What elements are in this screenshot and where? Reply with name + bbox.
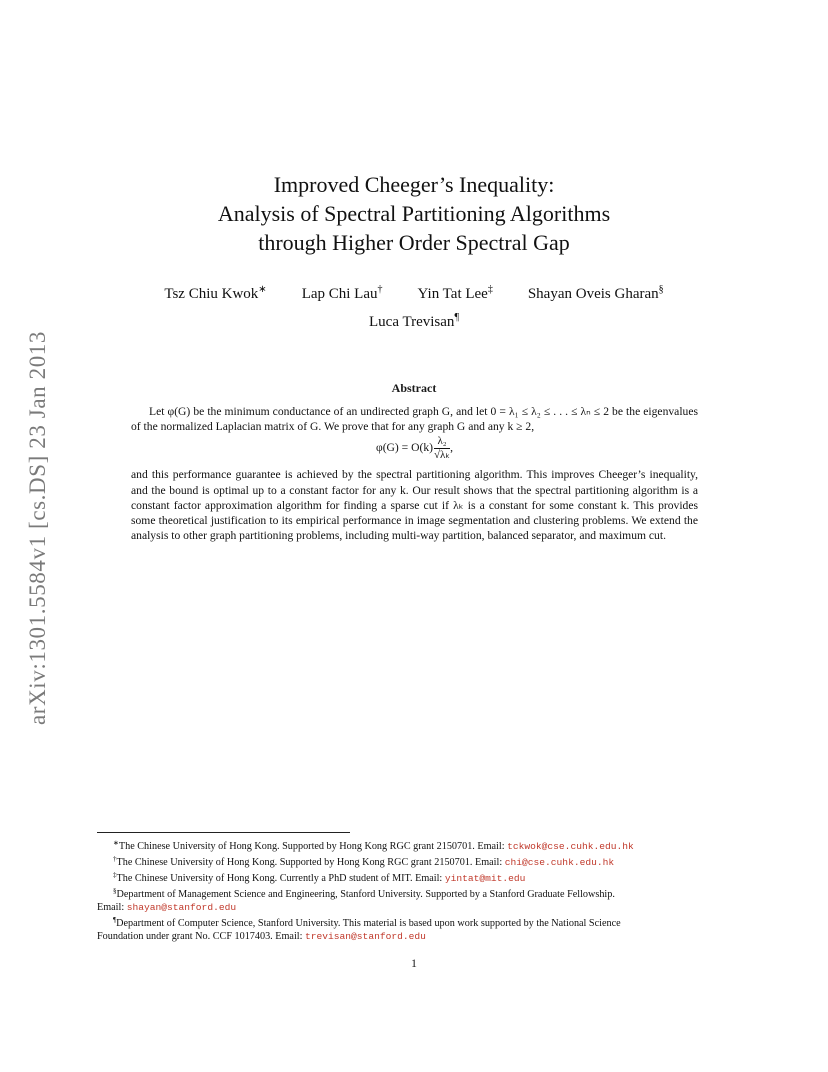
footnote-divider bbox=[97, 832, 350, 833]
footnote: §Department of Management Science and Engineering, Stanford University. Supported by a Stanford Graduate Fellowship. bbox=[113, 887, 615, 900]
footnote: ‡The Chinese University of Hong Kong. Currently a PhD student of MIT. Email: yintat@mit.edu bbox=[113, 871, 526, 884]
author-name: Shayan Oveis Gharan§ bbox=[527, 284, 664, 302]
arxiv-side-stamp bbox=[18, 300, 58, 756]
footnote: †The Chinese University of Hong Kong. Supported by Hong Kong RGC grant 2150701. Email: chi@cse.cuhk.edu.hk bbox=[113, 855, 615, 868]
email-link[interactable]: yintat@mit.edu bbox=[444, 873, 526, 884]
email-link[interactable]: shayan@stanford.edu bbox=[126, 902, 237, 913]
title-line-3: through Higher Order Spectral Gap bbox=[258, 230, 570, 255]
abstract-heading: Abstract bbox=[391, 381, 437, 395]
arxiv-identifier: arXiv:1301.5584v1 [cs.DS] 23 Jan 2013 bbox=[25, 331, 50, 725]
abstract-paragraph: and this performance guarantee is achieved by the spectral partitioning algorithm. This improves Cheeger’s inequality, and the bound is optimal up to a constant factor for any k. Our result shows that the spectral partitioning algorithm is a constant factor approximation algorithm for finding a sparse cut if λₖ is a constant for some constant k. This provides some theoretical justification to its empirical performance in image segmentation and clustering problems. We extend the analysis to other graph partitioning problems, including multi-way partition, balanced separator, and maximum cut. bbox=[131, 468, 698, 543]
author-name: Tsz Chiu Kwok∗ bbox=[164, 284, 267, 302]
footnote-continuation: Foundation under grant No. CCF 1017403. Email: trevisan@stanford.edu bbox=[97, 931, 426, 942]
paper-title bbox=[90, 170, 738, 257]
formula-denominator: √λₖ bbox=[434, 449, 451, 462]
abstract-paragraph: Let φ(G) be the minimum conductance of an undirected graph G, and let 0 = λ₁ ≤ λ₂ ≤ . . . ≤ λₙ ≤ 2 be the eigenvalues of the normalized Laplacian matrix of G. We prove that for any graph G and any k ≥ 2, bbox=[131, 405, 698, 434]
page-number: 1 bbox=[411, 956, 417, 970]
email-link[interactable]: trevisan@stanford.edu bbox=[304, 931, 426, 942]
footnote: ∗The Chinese University of Hong Kong. Supported by Hong Kong RGC grant 2150701. Email: tckwok@cse.cuhk.edu.hk bbox=[113, 839, 634, 852]
author-list bbox=[90, 284, 738, 331]
main-formula bbox=[131, 435, 698, 463]
title-line-2: Analysis of Spectral Partitioning Algorithms bbox=[217, 201, 611, 226]
formula-lhs: φ(G) = O(k) bbox=[376, 441, 434, 455]
footnote-continuation: Email: shayan@stanford.edu bbox=[97, 902, 237, 913]
formula-numerator: λ₂ bbox=[434, 435, 450, 449]
formula-fraction bbox=[434, 435, 450, 462]
abstract-body bbox=[131, 404, 698, 543]
footnotes bbox=[97, 837, 733, 943]
title-line-1: Improved Cheeger’s Inequality: bbox=[273, 172, 555, 197]
author-name: Lap Chi Lau† bbox=[301, 284, 383, 302]
footnote: ¶Department of Computer Science, Stanford University. This material is based upon work supported by the National Science bbox=[113, 916, 621, 929]
email-link[interactable]: chi@cse.cuhk.edu.hk bbox=[504, 857, 615, 868]
author-name: Yin Tat Lee‡ bbox=[417, 284, 493, 302]
author-name: Luca Trevisan¶ bbox=[369, 312, 459, 330]
formula-tail: , bbox=[450, 441, 453, 455]
email-link[interactable]: tckwok@cse.cuhk.edu.hk bbox=[507, 841, 634, 852]
